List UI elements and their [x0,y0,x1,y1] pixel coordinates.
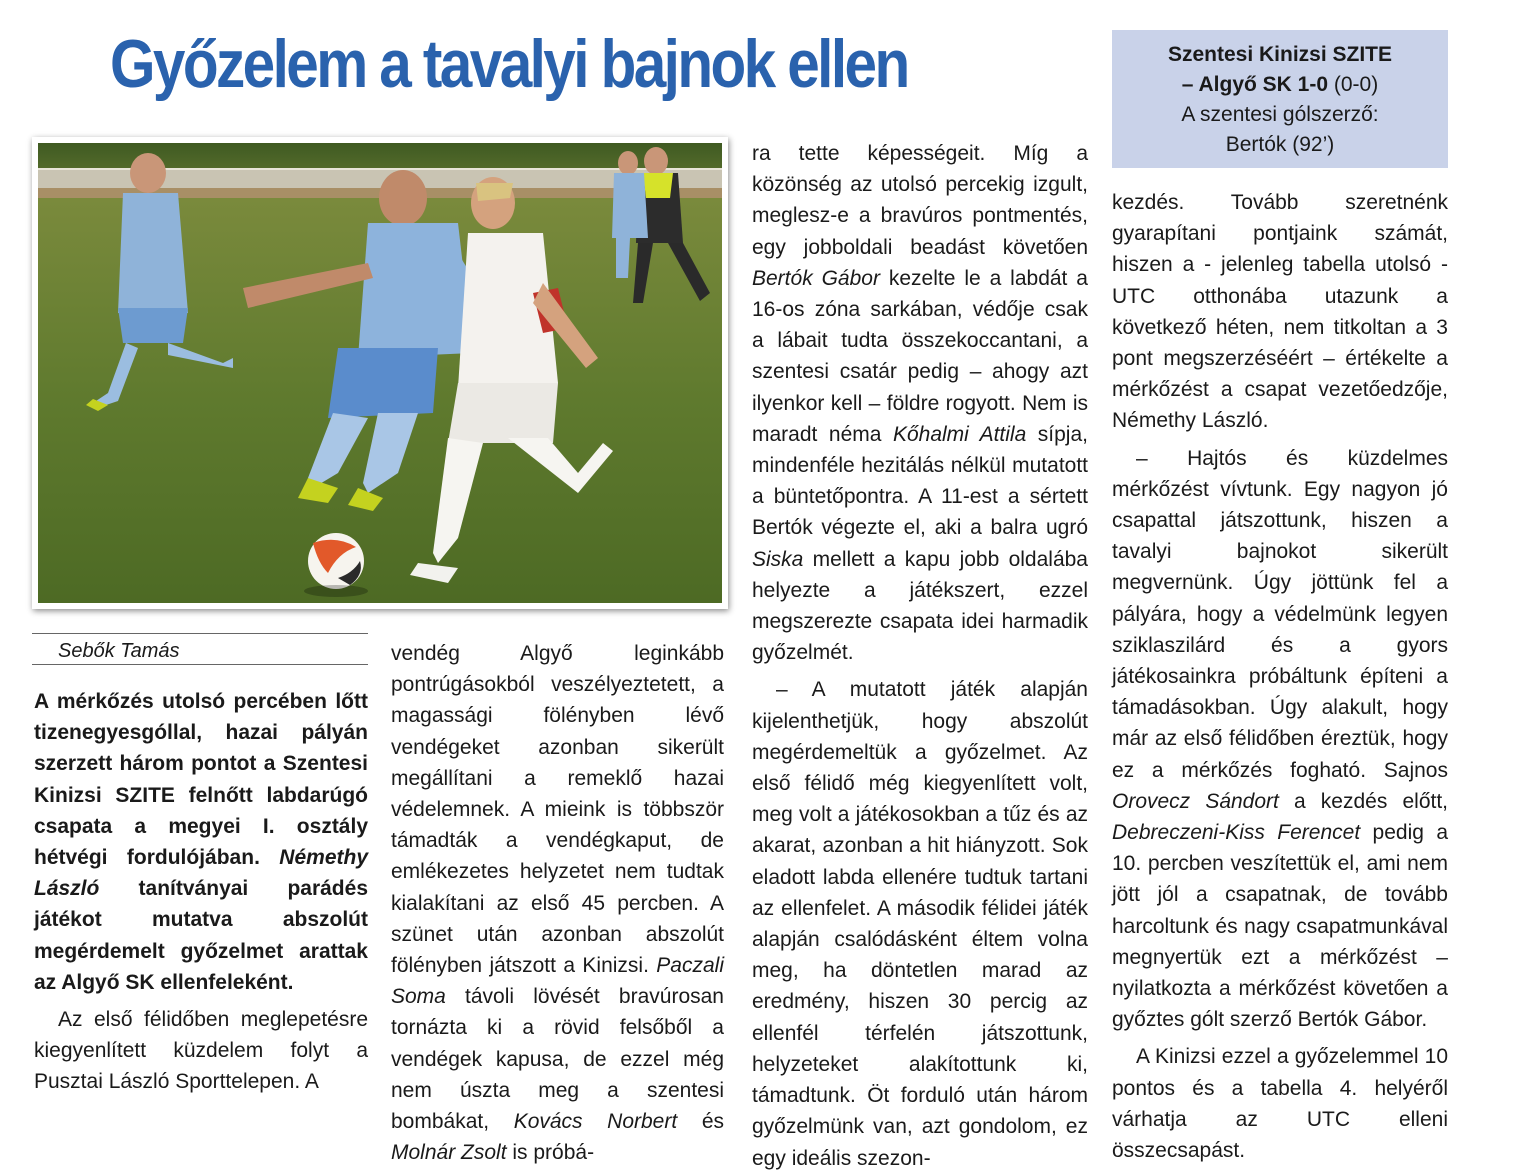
headline: Győzelem a tavalyi bajnok ellen [110,26,908,102]
result-score: – Algyő SK 1-0 [1181,73,1329,96]
article-column-3 [752,138,1088,1174]
text: mellett a kapu jobb oldalába helyezte a játékszert, ezzel megszerezte csapata idei harmadik győzelmét. [752,547,1088,665]
result-box-scorer-label: A szentesi gólszerző: [1181,103,1379,126]
text: ra tette képességeit. Míg a közönség az utolsó percekig izgult, meglesz-e a bravúros pontmentés, egy jobboldali beadást követően [752,142,1088,259]
player-name: Paczali Soma [391,954,724,1009]
goalkeeper-name: Siska [752,547,804,571]
player-name: Orovecz Sándort [1112,789,1279,813]
article-paragraph: A Kinizsi ezzel a győzelemmel 10 pontos és a tabella 4. helyéről várhatja az UTC elleni összecsapást. [1112,1045,1448,1163]
result-halftime: (0-0) [1328,73,1379,96]
article-paragraph: Az első félidőben meglepetésre kiegyenlített küzdelem folyt a Pusztai László Sporttelepen. A [34,1008,368,1094]
player-name: Debreczeni-Kiss Ferencet [1112,821,1361,845]
article-column-1 [34,686,368,1098]
article-lead [34,686,368,998]
article-paragraph [1112,443,1448,1036]
article-paragraph [752,138,1088,668]
article-paragraph [391,638,724,1168]
result-box-score [1112,70,1448,100]
lead-text: A mérkőzés utolsó percében lőtt tizenegyesgóllal, hazai pályán szerzett három pontot a Szentesi Kinizsi SZITE felnőtt labdarúgó csapata a megyei I. osztály hétvégi fordulójában. [34,690,368,870]
caption-rule-top [32,633,368,634]
article-paragraph: – A mutatott játék alapján kijelenthetjük, hogy abszolút megérdemeltük a győzelmet. Az első félidő még kiegyenlített volt, meg volt a játékosokban a tűz és az akarat, azonban a hit hiányzott. Sok eladott labda ellenére tudtuk tartani az ellenfelet. A második félidei játék alapján csalódásként éltem volna meg, ha döntetlen marad az eredmény, hiszen 30 percig az ellenfél térfelén játszottunk, helyzeteket alakítottunk ki, támadtunk. Öt forduló után három győzelmünk van, azt gondolom, ez egy ideális szezon- [752,678,1088,1170]
referee-name: Kőhalmi Attila [892,422,1027,446]
article-paragraph: kezdés. Tovább szeretnénk gyarapítani pontjaink számát, hiszen a - jelenleg tabella utolsó - UTC otthonába utazunk a következő héten, nem titkoltan a 3 pont megszerzéséért – értékelte a mérkőzést a csapat vezetőedzője, Némethy László. [1112,191,1448,433]
player-name: Bertók Gábor [752,266,880,290]
text: kezelte le a labdát a 16-os zóna sarkában, védője csak a lábait tudta összekoccantani, a szentesi csatár pedig – ahogy azt ilyenkor kell – földre rogyott. Nem is maradt néma [752,266,1088,446]
text: – Hajtós és küzdelmes mérkőzést vívtunk. Egy nagyon jó csapattal játszottunk, hiszen a tavalyi bajnokot sikerült megvernünk. Úgy jöttünk fel a pályára, hogy a védelmünk legyen sziklaszilárd és a gyors játékosainkra próbáltunk építeni a támadásokban. Úgy alakult, hogy már az első félidőben éreztük, hogy ez a mérkőzés fogható. Sajnos [1112,446,1448,782]
result-box-scorer: Bertók (92’) [1225,133,1335,156]
text: a kezdés előtt, [1278,789,1449,813]
article-column-4 [1112,187,1448,1166]
result-box [1112,30,1448,168]
result-box-teams: Szentesi Kinizsi SZITE [1167,43,1393,66]
text: távoli lövését bravúrosan tornázta ki a rövid felsőből a vendégek kapusa, de ezzel még nem úszta meg a szentesi bombákat, [391,985,724,1134]
photo-caption: Sebők Tamás [58,640,180,662]
player-name: Kovács Norbert [513,1110,678,1134]
text: sípja, mindenféle hezitálás nélkül mutatott a büntetőpontra. A 11-est a sértett Bertók végezte el, aki a balra ugró [752,422,1088,540]
player-name: Molnár Zsolt [391,1141,507,1165]
match-photo [32,137,728,609]
text: vendég Algyő leginkább pontrúgásokból veszélyeztetett, a magassági fölényben lévő vendégeket azonban sikerült megállítani a remeklő hazai védelemnek. A mieink is többször támadták a vendégkaput, de emlékezetes helyzetet nem tudtak kialakítani az első 45 percben. A szünet után azonban abszolút fölényben játszott a Kinizsi. [391,642,724,978]
football-players-photo-icon [38,143,722,603]
text: és [677,1110,724,1134]
text: is próbá- [506,1141,595,1165]
caption-rule-bottom [32,664,368,665]
text: pedig a 10. percben veszítettük el, ami nem jött jól a csapatnak, de tovább harcoltunk és nagy csapatmunkával megnyertük ezt a mérkőzést – nyilatkozta a mérkőzést követően a győztes gólt szerző Bertók Gábor. [1112,821,1449,1032]
article-column-2 [391,638,724,1168]
lead-text-end: tanítványai parádés játékot mutatva abszolút megérdemelt győzelmet arattak az Algyő SK ellenfeleként. [34,877,368,994]
lead-name: Némethy László [34,846,368,901]
